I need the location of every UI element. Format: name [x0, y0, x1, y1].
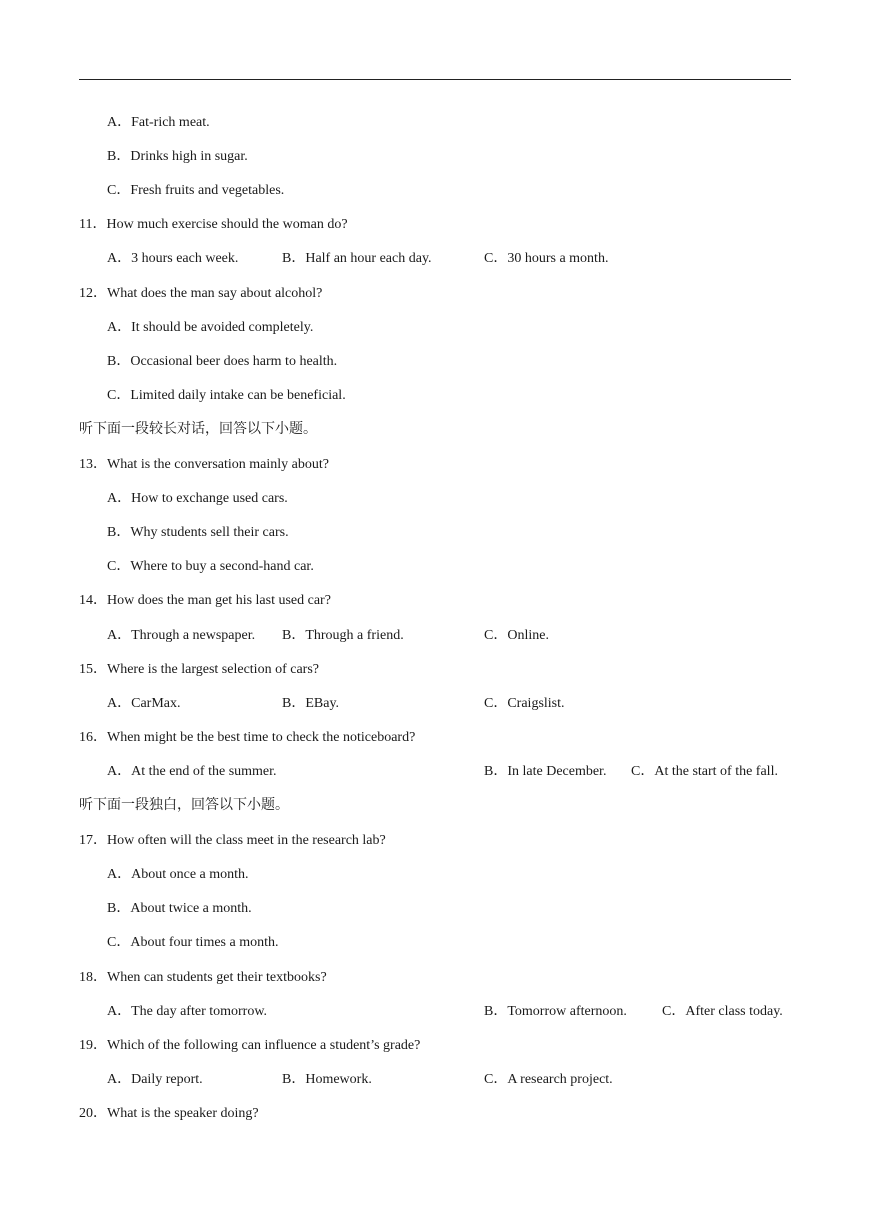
q12-option-c: C．Limited daily intake can be beneficial. [107, 388, 346, 403]
q12-option-a: A．It should be avoided completely. [107, 320, 314, 335]
q10-option-a: A．Fat-rich meat. [107, 115, 210, 130]
q15-question: 15．Where is the largest selection of cars? [79, 662, 319, 677]
q13-question: 13．What is the conversation mainly about? [79, 457, 329, 472]
q17-option-b: B．About twice a month. [107, 901, 252, 916]
q16-option-a: A．At the end of the summer. [107, 764, 277, 779]
q19-option-b: B．Homework. [282, 1072, 372, 1087]
q16-option-b: B．In late December. [484, 764, 607, 779]
q14-option-b: B．Through a friend. [282, 628, 404, 643]
q17-question: 17．How often will the class meet in the research lab? [79, 833, 386, 848]
q11-option-c: C．30 hours a month. [484, 251, 609, 266]
q20-question: 20．What is the speaker doing? [79, 1106, 259, 1121]
q10-option-c: C．Fresh fruits and vegetables. [107, 183, 285, 198]
q15-option-a: A．CarMax. [107, 696, 181, 711]
q11-question: 11．How much exercise should the woman do? [79, 217, 348, 232]
q16-question: 16．When might be the best time to check the noticeboard? [79, 730, 416, 745]
q13-option-c: C．Where to buy a second-hand car. [107, 559, 314, 574]
q13-option-b: B．Why students sell their cars. [107, 525, 289, 540]
q18-option-c: C．After class today. [662, 1004, 783, 1019]
q17-option-c: C．About four times a month. [107, 935, 279, 950]
q17-option-a: A．About once a month. [107, 867, 249, 882]
q11-option-a: A．3 hours each week. [107, 251, 239, 266]
q10-option-b: B．Drinks high in sugar. [107, 149, 248, 164]
q19-option-c: C．A research project. [484, 1072, 613, 1087]
q11-option-b: B．Half an hour each day. [282, 251, 432, 266]
section-heading-monologue: 听下面一段独白，回答以下小题。 [79, 798, 289, 813]
q15-option-b: B．EBay. [282, 696, 340, 711]
q18-question: 18．When can students get their textbooks? [79, 970, 327, 985]
q14-option-a: A．Through a newspaper. [107, 628, 256, 643]
q14-option-c: C．Online. [484, 628, 549, 643]
q13-option-a: A．How to exchange used cars. [107, 491, 288, 506]
q18-option-a: A．The day after tomorrow. [107, 1004, 268, 1019]
section-heading-long-dialogue: 听下面一段较长对话，回答以下小题。 [79, 422, 317, 437]
q14-question: 14．How does the man get his last used car? [79, 593, 331, 608]
q19-question: 19．Which of the following can influence a student’s grade? [79, 1038, 421, 1053]
header-rule [79, 79, 791, 80]
q18-option-b: B．Tomorrow afternoon. [484, 1004, 627, 1019]
q12-option-b: B．Occasional beer does harm to health. [107, 354, 338, 369]
q19-option-a: A．Daily report. [107, 1072, 203, 1087]
q12-question: 12．What does the man say about alcohol? [79, 286, 323, 301]
q16-option-c: C．At the start of the fall. [631, 764, 778, 779]
q15-option-c: C．Craigslist. [484, 696, 565, 711]
